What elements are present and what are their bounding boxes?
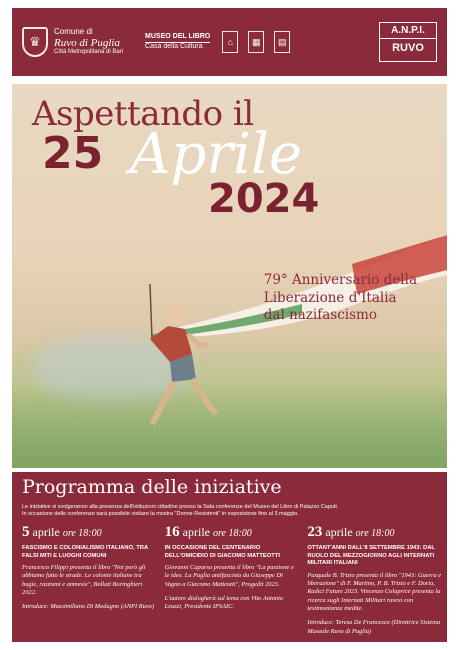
title-prefix: Aspettando il [32, 94, 254, 134]
museo-line1: MUSEO DEL LIBRO [145, 33, 210, 42]
comune-line2: Ruvo di Puglia [54, 37, 120, 50]
program-title: Programma delle iniziative [22, 476, 282, 498]
event-date [165, 524, 300, 541]
event-item [165, 524, 300, 636]
comune-logo [54, 28, 123, 55]
events-list [22, 524, 442, 636]
anniversary-line1: 79° Anniversario della [263, 272, 417, 288]
event-date [307, 524, 442, 541]
event-intro: Introduce: Teresa De Francesco (Direttrice Sistema Museale Ruvo di Puglia) [307, 619, 441, 635]
event-month: aprile [182, 525, 210, 539]
event-body: Giovanni Capurso presenta il libro "La passione e le idee. La Puglia antifascista da Giuseppe Di Vagno a Giacomo Matteotti", Progedit 2023. [164, 564, 294, 588]
crest-icon: ♛ [22, 27, 48, 57]
comune-line1: Comune di [54, 27, 93, 37]
partner-logos [222, 31, 290, 53]
event-date [22, 524, 157, 541]
partner-logo-3-icon: ▤ [274, 31, 290, 53]
anpi-line2: RUVO [392, 42, 424, 54]
event-day: 16 [164, 524, 180, 540]
anniversary-line2: Liberazione d'Italia [263, 289, 397, 306]
anpi-logo [379, 22, 437, 62]
comune-line3: Città Metropolitana di Bari [54, 49, 124, 56]
program-intro-line1: Le iniziative si svolgeranno alla presenza dell'istituzioni cittadine presso la Sala conferenze del Museo del Libro di Palazzo Caputi. [22, 504, 339, 510]
event-month: aprile [32, 525, 60, 539]
event-intro: Introduce: Massimiliano Di Modugno (ANPI Ruvo) [22, 603, 154, 611]
poster-illustration [12, 84, 447, 468]
event-item [307, 524, 442, 636]
meadow-wash [12, 384, 447, 468]
event-day: 23 [307, 524, 323, 540]
anpi-line1: A.N.P.I. [380, 23, 436, 39]
program-panel [12, 472, 447, 642]
museo-logo [145, 33, 210, 51]
partner-logo-1-icon: ⌂ [222, 31, 238, 53]
event-heading: OTTANT'ANNI DALL'8 SETTEMBRE 1943: DAL RUOLO DEL MEZZOGIORNO AGLI INTERNATI MILITARI ITALIANI [307, 545, 435, 567]
event-item [22, 524, 157, 636]
header-banner [12, 8, 447, 76]
anniversary-line3: dal nazifascismo [263, 307, 377, 324]
event-month: aprile [325, 525, 353, 539]
title-day: 25 [42, 128, 104, 179]
event-intro: L'autore dialogherà sul tema con Vito Antonio Leuzzi, Presidente IPSAIC. [164, 595, 284, 611]
title-year: 2024 [208, 176, 320, 222]
event-time: ore 18:00 [355, 528, 395, 539]
event-day: 5 [22, 524, 30, 540]
event-time: ore 18:00 [62, 528, 102, 539]
title-month: Aprile [130, 122, 303, 187]
event-body: Francesco Filippi presenta il libro "Noi però gli abbiamo fatto le strade. Le colonie italiane tra bugie, razzismi e amnesie", Bollati Boringhieri 2022. [22, 564, 146, 597]
event-body: Pasquale B. Trizio presenta il libro "1943: Guerra e liberazione" di F. Martino, P. B. Trizio e F. Doria, Radici Future 2023. Vincenzo Colaprice presenta la ricerca sugli Internati Militari ruvesi con testimonianze inedite. [307, 571, 442, 612]
program-intro [22, 504, 437, 519]
event-heading: FASCISMO E COLONIALISMO ITALIANO, TRA FALSI MITI E LUOGHI COMUNI [22, 545, 148, 559]
museo-line2: Casa della Cultura [145, 42, 203, 50]
anniversary-text [264, 272, 417, 325]
program-intro-line2: In occasione delle conferenze sarà possibile visitare la mostra "Donne Resistenti" in esposizione fino al 3 maggio. [22, 511, 299, 518]
running-child-icon [130, 284, 220, 434]
event-time: ore 18:00 [213, 528, 252, 539]
event-heading: IN OCCASIONE DEL CENTENARIO DELL'OMICIDIO DI GIACOMO MATTEOTTI [164, 545, 280, 559]
partner-logo-2-icon: ▦ [248, 31, 264, 53]
